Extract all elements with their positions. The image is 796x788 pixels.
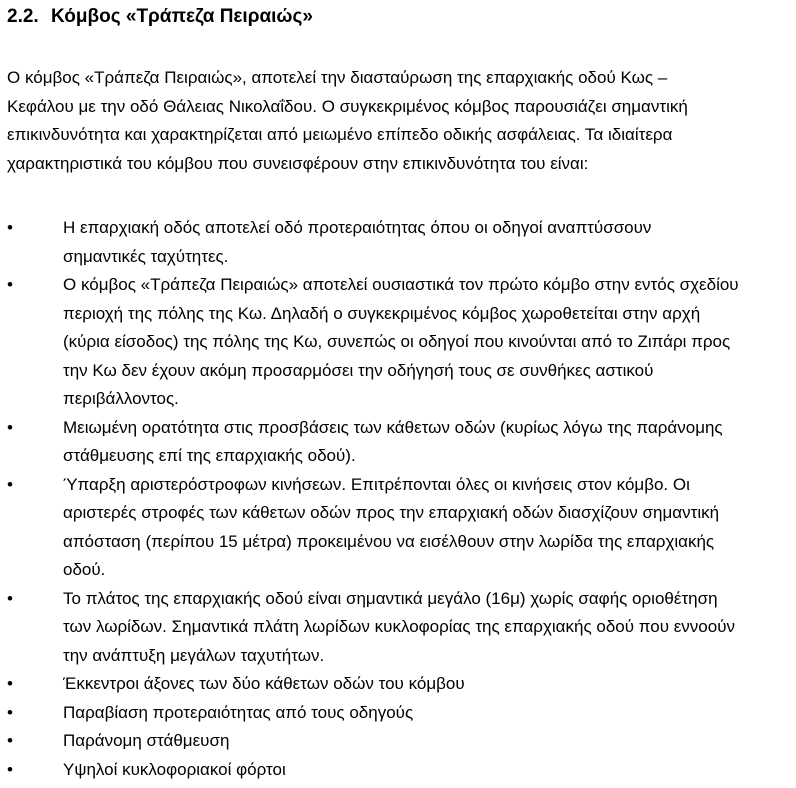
list-item-line: (κύρια είσοδος) της πόλης της Κω, συνεπώς οι οδηγοί που κινούνται από το Ζιπάρι προς	[63, 332, 731, 351]
list-item-line: Μειωμένη ορατότητα στις προσβάσεις των κάθετων οδών (κυρίως λόγω της παράνομης	[63, 417, 723, 437]
list-item-line: απόσταση (περίπου 15 μέτρα) προκειμένου να εισέλθουν στην λωρίδα της επαρχιακής	[63, 531, 715, 551]
intro-line: επικινδυνότητα και χαρακτηρίζεται από μειωμένο επίπεδο οδικής ασφάλειας. Τα ιδιαίτερα	[7, 125, 673, 144]
list-item-text	[63, 471, 792, 585]
list-item-line: την ανάπτυξη μεγάλων ταχυτήτων.	[63, 645, 325, 665]
bullet-icon: •	[7, 417, 13, 437]
list-item-line: Η επαρχιακή οδός αποτελεί οδό προτεραιότητας όπου οι οδηγοί αναπτύσσουν	[63, 218, 652, 237]
list-item	[7, 471, 792, 585]
list-item-text	[63, 214, 792, 271]
bullet-icon: •	[7, 759, 13, 779]
bullet-icon: •	[7, 702, 13, 722]
list-item-line: σημαντικές ταχύτητες.	[63, 246, 229, 266]
bullet-icon: •	[7, 588, 13, 608]
list-item-text	[63, 756, 792, 785]
list-item-text	[63, 670, 792, 699]
section-heading	[7, 5, 313, 29]
list-item-line: Παράνομη στάθμευση	[63, 731, 230, 750]
bullet-icon: •	[7, 275, 13, 294]
intro-line: χαρακτηριστικά του κόμβου που συνεισφέρουν στην επικινδυνότητα του είναι:	[7, 153, 589, 173]
section-number: 2.2.	[7, 6, 39, 27]
list-item	[7, 727, 792, 756]
list-item	[7, 756, 792, 785]
list-item-text	[63, 271, 792, 414]
bullet-icon: •	[7, 218, 13, 237]
list-item-text	[63, 727, 792, 756]
list-item-line: Έκκεντροι άξονες των δύο κάθετων οδών του κόμβου	[63, 674, 465, 693]
list-item	[7, 699, 792, 728]
list-item	[7, 585, 792, 671]
list-item	[7, 214, 792, 271]
list-item-line: Παραβίαση προτεραιότητας από τους οδηγούς	[63, 702, 414, 722]
list-item-line: την Κω δεν έχουν ακόμη προσαρμόσει την οδήγησή τους σε συνθήκες αστικού	[63, 360, 654, 380]
list-item-text	[63, 414, 792, 471]
intro-paragraph	[7, 64, 787, 178]
list-item-text	[63, 699, 792, 728]
list-item-line: Υψηλοί κυκλοφοριακοί φόρτοι	[63, 759, 286, 779]
list-item-line: αριστερές στροφές των κάθετων οδών προς την επαρχιακή οδών διασχίζουν σημαντική	[63, 503, 720, 522]
bullet-icon: •	[7, 674, 13, 693]
list-item	[7, 414, 792, 471]
characteristics-list	[7, 214, 792, 784]
bullet-icon: •	[7, 731, 13, 750]
list-item	[7, 670, 792, 699]
list-item-line: Το πλάτος της επαρχιακής οδού είναι σημαντικά μεγάλο (16μ) χωρίς σαφής οριοθέτηση	[63, 588, 718, 608]
bullet-icon: •	[7, 474, 13, 494]
list-item	[7, 271, 792, 414]
list-item-line: περιοχή της πόλης της Κω. Δηλαδή ο συγκεκριμένος κόμβος χωροθετείται στην αρχή	[63, 303, 701, 323]
section-title: Κόμβος «Τράπεζα Πειραιώς»	[51, 6, 313, 27]
list-item-line: στάθμευσης επί της επαρχιακής οδού).	[63, 446, 356, 465]
list-item-line: Ο κόμβος «Τράπεζα Πειραιώς» αποτελεί ουσιαστικά τον πρώτο κόμβο στην εντός σχεδίου	[63, 275, 739, 294]
list-item-line: περιβάλλοντος.	[63, 389, 179, 408]
intro-line: Ο κόμβος «Τράπεζα Πειραιώς», αποτελεί την διασταύρωση της επαρχιακής οδού Κως –	[7, 68, 668, 87]
intro-line: Κεφάλου με την οδό Θάλειας Νικολαΐδου. Ο συγκεκριμένος κόμβος παρουσιάζει σημαντική	[7, 96, 688, 116]
list-item-line: οδού.	[63, 560, 106, 579]
list-item-text	[63, 585, 792, 671]
list-item-line: των λωρίδων. Σημαντικά πλάτη λωρίδων κυκλοφορίας της επαρχιακής οδού που εννοούν	[63, 617, 736, 636]
list-item-line: Ύπαρξη αριστερόστροφων κινήσεων. Επιτρέπονται όλες οι κινήσεις στον κόμβο. Οι	[63, 474, 690, 494]
